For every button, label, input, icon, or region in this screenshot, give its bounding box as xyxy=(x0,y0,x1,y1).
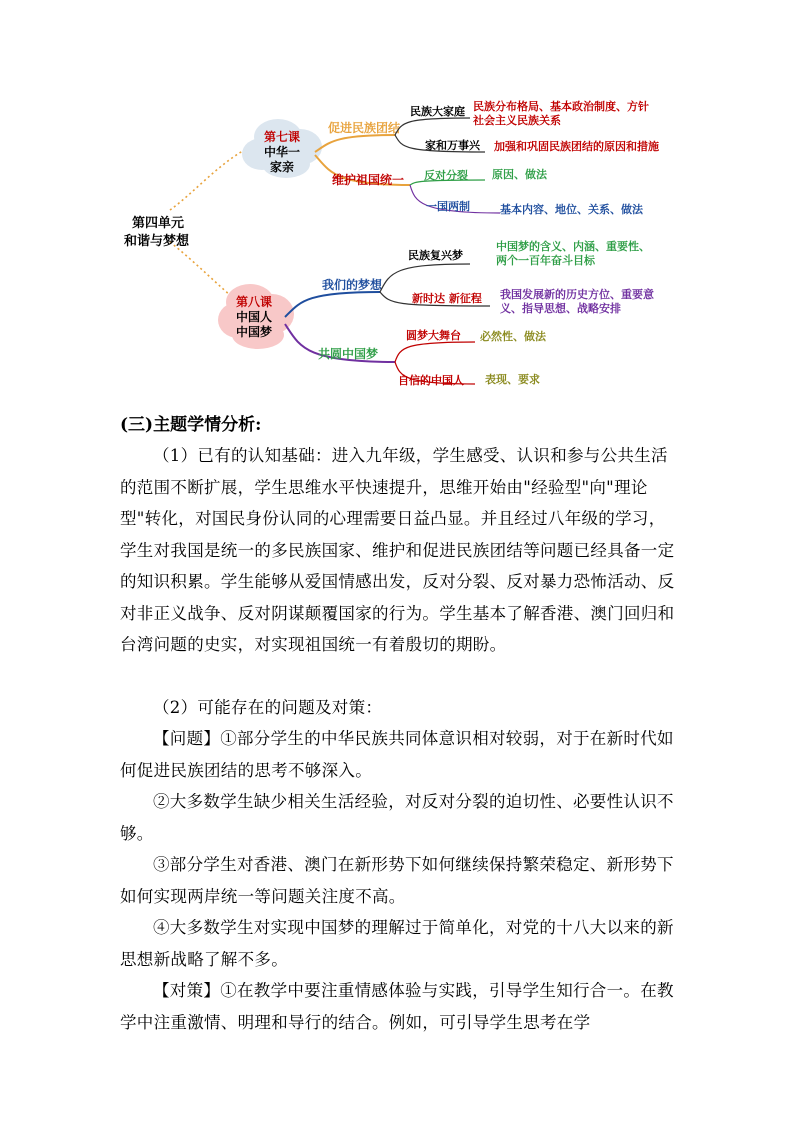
paragraph-problem-4: ④大多数学生对实现中国梦的理解过于简单化，对党的十八大以来的新思想新战略了解不多。 xyxy=(120,918,674,969)
section-heading: (三)主题学情分析: xyxy=(120,415,262,435)
lesson7-line2: 中华一 xyxy=(264,145,301,159)
root-line1: 第四单元 xyxy=(132,216,185,231)
l7a-detail1: 民族分布格局、基本政治制度、方针 xyxy=(473,100,649,113)
l8a-detail2: 两个一百年奋斗目标 xyxy=(496,254,595,267)
paragraph-problems-title: （2）可能存在的问题及对策： xyxy=(153,698,383,717)
l8-branch-a: 我们的梦想 xyxy=(322,278,383,292)
l7a-detail3: 加强和巩固民族团结的原因和措施 xyxy=(494,140,659,153)
mind-map-svg xyxy=(110,92,690,397)
root-connector-top xyxy=(170,147,250,210)
l8b-detail1: 必然性、做法 xyxy=(480,330,546,343)
l7-branch-a: 促进民族团结 xyxy=(328,121,401,135)
lesson8-line3: 中国梦 xyxy=(236,325,273,339)
lesson8-line2: 中国人 xyxy=(236,310,273,324)
l8b-item2: 自信的中国人 xyxy=(398,374,464,387)
lesson7-line1: 第七课 xyxy=(264,130,301,144)
paragraph-countermeasure-1: 【对策】①在教学中要注重情感体验与实践，引导学生知行合一。在教学中注重激情、明理和导行的结合。例如，可引导学生思考在学 xyxy=(120,981,674,1032)
l8-branch-a-line xyxy=(285,292,380,317)
l7-branch-b: 维护祖国统一 xyxy=(332,173,405,187)
l7a-item2: 家和万事兴 xyxy=(425,139,480,152)
root-line2: 和谐与梦想 xyxy=(124,234,190,249)
l8a-item1: 民族复兴梦 xyxy=(408,249,463,262)
lesson7-line3: 家亲 xyxy=(270,160,295,174)
mind-map xyxy=(110,92,690,397)
l7a-detail2: 社会主义民族关系 xyxy=(473,114,561,127)
paragraph-problem-1: 【问题】①部分学生的中华民族共同体意识相对较弱，对于在新时代如何促进民族团结的思考不够深入。 xyxy=(120,729,674,780)
l8b-detail2: 表现、要求 xyxy=(485,373,540,386)
paragraph-cognitive-basis: （1）已有的认知基础：进入九年级，学生感受、认识和参与公共生活的范围不断扩展，学生思维水平快速提升，思维开始由"经验型"向"理论型"转化，对国民身份认同的心理需要日益凸显。并且经过八年级的学习，学生对我国是统一的多民族国家、维护和促进民族团结等问题已经具备一定的知识积累。学生能够从爱国情感出发，反对分裂、反对暴力恐怖活动、反对非正义战争、反对阴谋颠覆国家的行为。学生基本了解香港、澳门回归和台湾问题的史实，对实现祖国统一有着殷切的期盼。 xyxy=(120,446,675,654)
l8-branch-b: 共圆中国梦 xyxy=(318,347,379,361)
l8a-detail4: 义、指导思想、战略安排 xyxy=(500,302,621,315)
paragraph-problem-3: ③部分学生对香港、澳门在新形势下如何继续保持繁荣稳定、新形势下如何实现两岸统一等问题关注度不高。 xyxy=(120,855,674,906)
l8b-item1: 圆梦大舞台 xyxy=(406,329,461,342)
l8a-detail1: 中国梦的含义、内涵、重要性、 xyxy=(496,240,650,253)
root-connector-bottom xyxy=(170,242,238,302)
l8a-detail3: 我国发展新的历史方位、重要意 xyxy=(500,288,654,301)
l8a-item2: 新时达 新征程 xyxy=(412,292,482,305)
l8b-item1-line xyxy=(395,342,475,362)
l7a-item1-line xyxy=(395,118,470,135)
l7b-detail1: 原因、做法 xyxy=(492,168,547,181)
l7b-item2: 一国两制 xyxy=(426,200,470,213)
paragraph-problem-2: ②大多数学生缺少相关生活经验，对反对分裂的迫切性、必要性认识不够。 xyxy=(120,792,674,843)
l7-branch-a-line xyxy=(315,135,395,152)
l7a-item1: 民族大家庭 xyxy=(410,105,465,118)
l7b-item1: 反对分裂 xyxy=(424,169,468,182)
l8a-item1-line xyxy=(380,264,470,292)
lesson8-line1: 第八课 xyxy=(236,295,273,309)
l7b-detail2: 基本内容、地位、关系、做法 xyxy=(500,203,643,216)
